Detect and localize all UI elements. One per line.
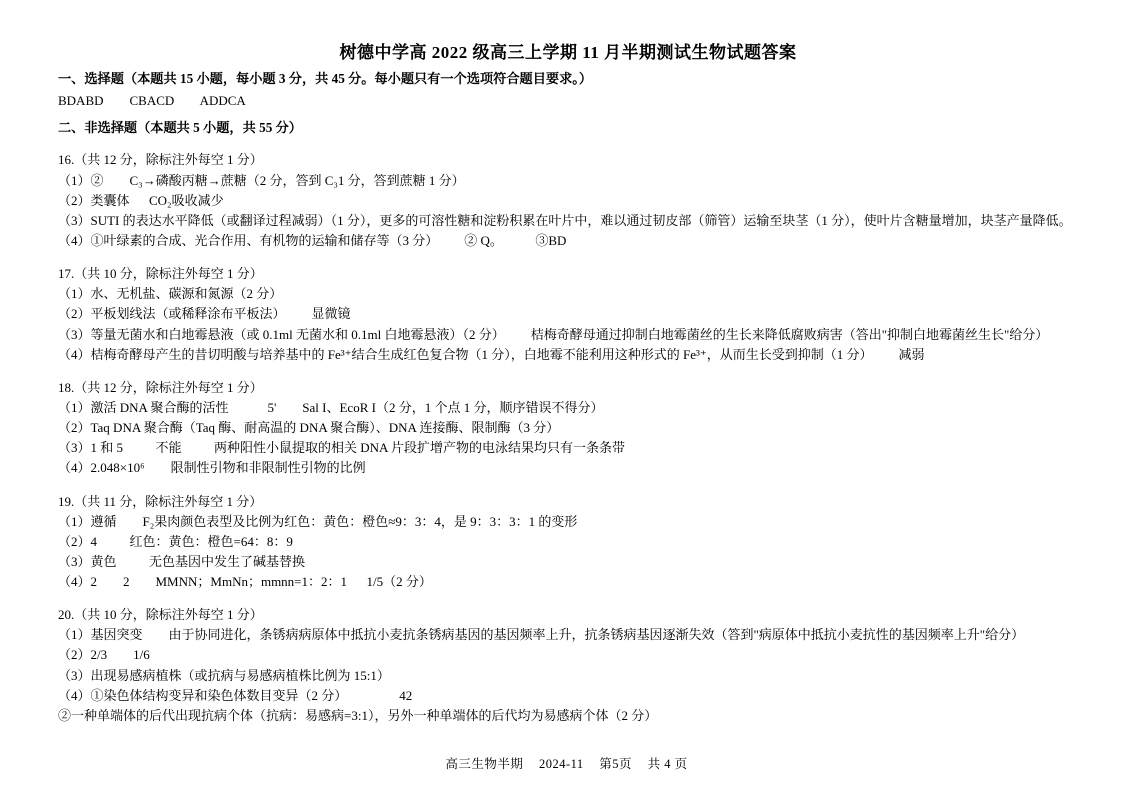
answer-line: （1）基因突变 由于协同进化，条锈病病原体中抵抗小麦抗条锈病基因的基因频率上升，抗条锈病基因逐渐失效（答到"病原体中抵抗小麦抗性的基因频率上升"给分） [58,627,1025,643]
answer-block-19 [58,492,1078,593]
footer-date: 2024-11 [538,757,584,771]
answer-line: （1）水、无机盐、碳源和氮源（2 分） [58,286,283,302]
question-heading: 16.（共 12 分，除标注外每空 1 分） [58,152,263,168]
answer-line: （2）Taq DNA 聚合酶（Taq 酶、耐高温的 DNA 聚合酶）、DNA 连接酶、限制酶（3 分） [58,420,560,436]
footer-subject: 高三生物半期 [445,757,524,771]
question-heading: 20.（共 10 分，除标注外每空 1 分） [58,607,263,623]
answer-line: （3）黄色 无色基因中发生了碱基替换 [58,553,306,569]
footer-page-number: 第5页 [599,757,633,771]
answer-line: （1）激活 DNA 聚合酶的活性 5' Sal I、EcoR I（2 分，1 个点 1 分，顺序错误不得分） [58,399,604,415]
answer-line: （4）①叶绿素的合成、光合作用、有机物的运输和储存等（3 分） ② Q。 ③BD [58,232,567,248]
answer-line: （1）遵循 F₂果肉颜色表型及比例为红色：黄色：橙色≈9：3：4，是 9：3：3：1 的变形 [58,513,578,529]
answer-line: ②一种单端体的后代出现抗病个体（抗病：易感病=3:1），另外一种单端体的后代均为易感病个体（2 分） [58,707,658,723]
answer-line: （3）出现易感病植株（或抗病与易感病植株比例为 15:1） [58,667,390,683]
answer-block-17 [58,264,1078,365]
answer-line: （2）平板划线法（或稀释涂布平板法） 显微镜 [58,306,351,322]
section-heading-free-response: 二、非选择题（本题共 5 小题，共 55 分） [58,119,302,135]
page-footer [0,754,1133,772]
answer-block-18 [58,378,1078,479]
answer-line: （3）等量无菌水和白地霉悬液（或 0.1ml 无菌水和 0.1ml 白地霉悬液）（2 分） 桔梅奇酵母通过抑制白地霉菌丝的生长来降低腐败病害（答出"抑制白地霉菌丝生长"给分） [58,326,1049,342]
question-heading: 18.（共 12 分，除标注外每空 1 分） [58,379,263,395]
answer-line: （3）SUTI 的表达水平降低（或翻译过程减弱）（1 分），更多的可溶性糖和淀粉积累在叶片中，难以通过韧皮部（筛管）运输至块茎（1 分），使叶片含糖量增加，块茎产量降低。 [58,212,1072,228]
page-title: 树德中学高 2022 级高三上学期 11 月半期测试生物试题答案 [339,43,797,62]
footer-page-total: 共 4 页 [647,757,688,771]
answer-line: （1）② C₃→磷酸丙糖→蔗糖（2 分，答到 C₃1 分，答到蔗糖 1 分） [58,172,465,188]
question-heading: 17.（共 10 分，除标注外每空 1 分） [58,266,263,282]
answer-block-20 [58,605,1078,726]
multiple-choice-answers: BDABD CBACD ADDCA [58,92,246,108]
question-heading: 19.（共 11 分，除标注外每空 1 分） [58,493,263,509]
document-body [58,38,1078,726]
answer-line: （4）桔梅奇酵母产生的昔切明酸与培养基中的 Fe³⁺结合生成红色复合物（1 分），白地霉不能利用这种形式的 Fe³⁺，从而生长受到抑制（1 分） 减弱 [58,346,925,362]
answer-block-16 [58,150,1078,251]
answer-line: （3）1 和 5 不能 两种阳性小鼠提取的相关 DNA 片段扩增产物的电泳结果均只有一条条带 [58,440,625,456]
answer-line: （2）2/3 1/6 [58,647,150,663]
answer-line: （2）4 红色：黄色：橙色=64：8：9 [58,533,293,549]
answer-line: （4）2.048×10⁶ 限制性引物和非限制性引物的比例 [58,460,366,476]
answer-line: （4）2 2 MMNN；MmNn；mmnn=1：2：1 1/5（2 分） [58,574,432,590]
section-heading-multiple-choice: 一、选择题（本题共 15 小题，每小题 3 分，共 45 分。每小题只有一个选项符合题目要求。） [58,71,593,86]
answer-line: （2）类囊体 CO₂吸收减少 [58,192,224,208]
answer-line: （4）①染色体结构变异和染色体数目变异（2 分） 42 [58,687,413,703]
